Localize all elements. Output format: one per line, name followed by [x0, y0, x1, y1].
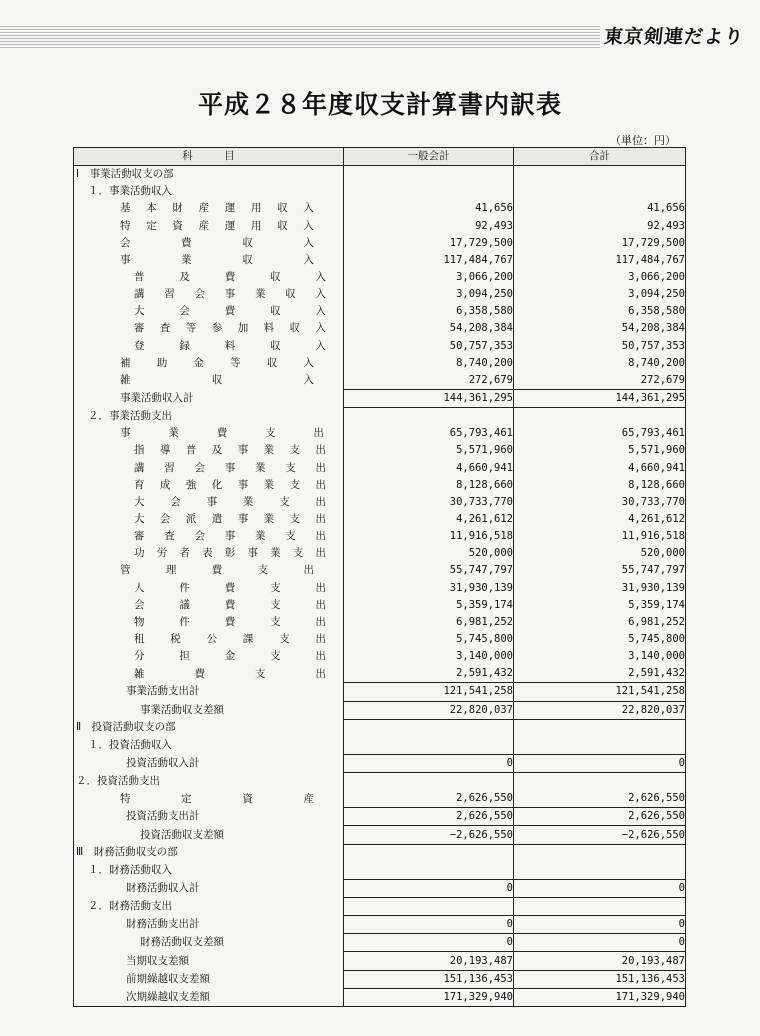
table-row — [74, 269, 686, 286]
general-account-value: 151,136,453 — [344, 970, 514, 988]
table-row — [74, 773, 686, 791]
table-row — [74, 511, 686, 528]
row-label: 事 業 収 入 — [74, 252, 344, 269]
table-row — [74, 988, 686, 1006]
general-account-value: 41,656 — [344, 200, 514, 217]
general-account-value — [344, 737, 514, 755]
general-account-value: 8,740,200 — [344, 355, 514, 372]
general-account-value: 20,193,487 — [344, 952, 514, 970]
table-row — [74, 898, 686, 916]
table-row — [74, 683, 686, 701]
row-label: ２．投資活動支出 — [74, 773, 344, 791]
total-value — [514, 719, 686, 737]
table-row — [74, 355, 686, 372]
total-value: 5,745,800 — [514, 631, 686, 648]
table-row — [74, 442, 686, 459]
total-value: 4,660,941 — [514, 460, 686, 477]
row-label: 管 理 費 支 出 — [74, 562, 344, 579]
total-value — [514, 773, 686, 791]
table-row — [74, 477, 686, 494]
column-header-total: 合計 — [514, 148, 686, 166]
table-row — [74, 631, 686, 648]
row-label: 審 査 等 参 加 料 収 入 — [74, 320, 344, 337]
total-value: 5,571,960 — [514, 442, 686, 459]
general-account-value — [344, 773, 514, 791]
table-row — [74, 844, 686, 862]
table-row — [74, 303, 686, 320]
table-row — [74, 218, 686, 235]
total-value: 22,820,037 — [514, 701, 686, 719]
general-account-value: 4,261,612 — [344, 511, 514, 528]
table-row — [74, 252, 686, 269]
total-value: 92,493 — [514, 218, 686, 235]
table-row — [74, 826, 686, 844]
row-label: 事業活動支出計 — [74, 683, 344, 701]
total-value: 65,793,461 — [514, 425, 686, 442]
row-label: 人 件 費 支 出 — [74, 580, 344, 597]
total-value: 17,729,500 — [514, 235, 686, 252]
table-row — [74, 528, 686, 545]
row-label: 指 導 普 及 事 業 支 出 — [74, 442, 344, 459]
header-stripe-band — [0, 26, 600, 50]
row-label: Ⅰ 事業活動収支の部 — [74, 166, 344, 184]
total-value: 520,000 — [514, 545, 686, 562]
total-value: 11,916,518 — [514, 528, 686, 545]
row-label: 特 定 資 産 運 用 収 入 — [74, 218, 344, 235]
table-row — [74, 183, 686, 200]
total-value: 2,626,550 — [514, 808, 686, 826]
general-account-value — [344, 183, 514, 200]
row-label: ２．事業活動支出 — [74, 408, 344, 426]
table-row — [74, 408, 686, 426]
table-row — [74, 648, 686, 665]
total-value: 5,359,174 — [514, 597, 686, 614]
general-account-value: 0 — [344, 879, 514, 897]
general-account-value: 11,916,518 — [344, 528, 514, 545]
table-header-row — [74, 148, 686, 166]
general-account-value: 2,626,550 — [344, 790, 514, 808]
total-value: 272,679 — [514, 372, 686, 390]
column-header-general: 一般会計 — [344, 148, 514, 166]
general-account-value: 3,066,200 — [344, 269, 514, 286]
table-row — [74, 916, 686, 934]
table-row — [74, 562, 686, 579]
table-row — [74, 425, 686, 442]
general-account-value: 0 — [344, 934, 514, 952]
total-value: 31,930,139 — [514, 580, 686, 597]
row-label: 大 会 費 収 入 — [74, 303, 344, 320]
total-value: 117,484,767 — [514, 252, 686, 269]
general-account-value — [344, 719, 514, 737]
total-value: 30,733,770 — [514, 494, 686, 511]
general-account-value: 272,679 — [344, 372, 514, 390]
table-row — [74, 879, 686, 897]
total-value: 144,361,295 — [514, 389, 686, 407]
total-value — [514, 737, 686, 755]
table-row — [74, 790, 686, 808]
general-account-value: 55,747,797 — [344, 562, 514, 579]
page-title: 平成２８年度収支計算書内訳表 — [197, 90, 562, 119]
general-account-value: 5,571,960 — [344, 442, 514, 459]
general-account-value: 2,626,550 — [344, 808, 514, 826]
table-row — [74, 166, 686, 184]
row-label: 審 査 会 事 業 支 出 — [74, 528, 344, 545]
row-label: 特 定 資 産 — [74, 790, 344, 808]
table-row — [74, 934, 686, 952]
total-value — [514, 408, 686, 426]
general-account-value — [344, 166, 514, 184]
table-row — [74, 952, 686, 970]
general-account-value: 17,729,500 — [344, 235, 514, 252]
row-label: 大 会 派 遣 事 業 支 出 — [74, 511, 344, 528]
total-value: 121,541,258 — [514, 683, 686, 701]
total-value: 41,656 — [514, 200, 686, 217]
total-value: 0 — [514, 754, 686, 772]
table-row — [74, 580, 686, 597]
total-value: 3,066,200 — [514, 269, 686, 286]
row-label: 講 習 会 事 業 支 出 — [74, 460, 344, 477]
table-row — [74, 597, 686, 614]
row-label: 租 税 公 課 支 出 — [74, 631, 344, 648]
row-label: 投資活動支出計 — [74, 808, 344, 826]
table-row — [74, 719, 686, 737]
total-value: 2,626,550 — [514, 790, 686, 808]
row-label: 普 及 費 収 入 — [74, 269, 344, 286]
statement-table — [73, 147, 686, 1007]
total-value: 6,981,252 — [514, 614, 686, 631]
total-value — [514, 183, 686, 200]
total-value: 3,094,250 — [514, 286, 686, 303]
table-row — [74, 545, 686, 562]
total-value: 6,358,580 — [514, 303, 686, 320]
table-row — [74, 808, 686, 826]
row-label: 財務活動支出計 — [74, 916, 344, 934]
table-row — [74, 460, 686, 477]
row-label: 登 録 料 収 入 — [74, 338, 344, 355]
general-account-value: 92,493 — [344, 218, 514, 235]
total-value: 8,740,200 — [514, 355, 686, 372]
row-label: 会 議 費 支 出 — [74, 597, 344, 614]
total-value: 0 — [514, 879, 686, 897]
row-label: 基 本 財 産 運 用 収 入 — [74, 200, 344, 217]
row-label: 投資活動収支差額 — [74, 826, 344, 844]
table-row — [74, 338, 686, 355]
row-label: 補 助 金 等 収 入 — [74, 355, 344, 372]
general-account-value: 6,358,580 — [344, 303, 514, 320]
row-label: 講 習 会 事 業 収 入 — [74, 286, 344, 303]
general-account-value: 5,359,174 — [344, 597, 514, 614]
general-account-value: 31,930,139 — [344, 580, 514, 597]
newsletter-brand: 東京剣連だより — [602, 26, 746, 48]
row-label: 育 成 強 化 事 業 支 出 — [74, 477, 344, 494]
general-account-value — [344, 862, 514, 880]
row-label: １．事業活動収入 — [74, 183, 344, 200]
row-label: 前期繰越収支差額 — [74, 970, 344, 988]
row-label: 会 費 収 入 — [74, 235, 344, 252]
table-row — [74, 614, 686, 631]
row-label: １．財務活動収入 — [74, 862, 344, 880]
table-row — [74, 665, 686, 683]
total-value: 20,193,487 — [514, 952, 686, 970]
total-value: 8,128,660 — [514, 477, 686, 494]
general-account-value: 0 — [344, 754, 514, 772]
row-label: 功 労 者 表 彰 事 業 支 出 — [74, 545, 344, 562]
general-account-value: 117,484,767 — [344, 252, 514, 269]
row-label: 事業活動収支差額 — [74, 701, 344, 719]
row-label: 投資活動収入計 — [74, 754, 344, 772]
general-account-value: 6,981,252 — [344, 614, 514, 631]
row-label: 当期収支差額 — [74, 952, 344, 970]
general-account-value: 171,329,940 — [344, 988, 514, 1006]
total-value: 55,747,797 — [514, 562, 686, 579]
table-row — [74, 701, 686, 719]
table-row — [74, 320, 686, 337]
general-account-value: 65,793,461 — [344, 425, 514, 442]
row-label: 事 業 費 支 出 — [74, 425, 344, 442]
table-row — [74, 200, 686, 217]
total-value — [514, 898, 686, 916]
row-label: 物 件 費 支 出 — [74, 614, 344, 631]
general-account-value: 520,000 — [344, 545, 514, 562]
general-account-value: 8,128,660 — [344, 477, 514, 494]
table-row — [74, 389, 686, 407]
total-value: −2,626,550 — [514, 826, 686, 844]
general-account-value: 3,094,250 — [344, 286, 514, 303]
general-account-value: 4,660,941 — [344, 460, 514, 477]
general-account-value: 0 — [344, 916, 514, 934]
general-account-value — [344, 898, 514, 916]
unit-note: （単位：円） — [610, 134, 676, 147]
general-account-value: 50,757,353 — [344, 338, 514, 355]
total-value: 151,136,453 — [514, 970, 686, 988]
row-label: 雑 収 入 — [74, 372, 344, 390]
general-account-value: −2,626,550 — [344, 826, 514, 844]
column-header-subject: 科 目 — [74, 148, 344, 166]
general-account-value — [344, 408, 514, 426]
table-row — [74, 737, 686, 755]
table-row — [74, 372, 686, 390]
general-account-value: 30,733,770 — [344, 494, 514, 511]
row-label: 大 会 事 業 支 出 — [74, 494, 344, 511]
total-value: 0 — [514, 916, 686, 934]
row-label: 事業活動収入計 — [74, 389, 344, 407]
general-account-value: 121,541,258 — [344, 683, 514, 701]
general-account-value: 144,361,295 — [344, 389, 514, 407]
row-label: ２．財務活動支出 — [74, 898, 344, 916]
total-value — [514, 166, 686, 184]
table-row — [74, 494, 686, 511]
total-value: 54,208,384 — [514, 320, 686, 337]
row-label: Ⅲ 財務活動収支の部 — [74, 844, 344, 862]
table-row — [74, 862, 686, 880]
general-account-value: 2,591,432 — [344, 665, 514, 683]
table-row — [74, 286, 686, 303]
general-account-value: 22,820,037 — [344, 701, 514, 719]
table-row — [74, 970, 686, 988]
total-value: 50,757,353 — [514, 338, 686, 355]
total-value: 4,261,612 — [514, 511, 686, 528]
total-value: 2,591,432 — [514, 665, 686, 683]
total-value — [514, 844, 686, 862]
total-value: 0 — [514, 934, 686, 952]
table-row — [74, 235, 686, 252]
row-label: 財務活動収支差額 — [74, 934, 344, 952]
row-label: 雑 費 支 出 — [74, 665, 344, 683]
row-label: 財務活動収入計 — [74, 879, 344, 897]
row-label: 次期繰越収支差額 — [74, 988, 344, 1006]
total-value — [514, 862, 686, 880]
row-label: 分 担 金 支 出 — [74, 648, 344, 665]
table-row — [74, 754, 686, 772]
general-account-value: 3,140,000 — [344, 648, 514, 665]
row-label: Ⅱ 投資活動収支の部 — [74, 719, 344, 737]
table-body — [74, 166, 686, 1007]
general-account-value: 5,745,800 — [344, 631, 514, 648]
total-value: 171,329,940 — [514, 988, 686, 1006]
general-account-value: 54,208,384 — [344, 320, 514, 337]
row-label: １．投資活動収入 — [74, 737, 344, 755]
general-account-value — [344, 844, 514, 862]
total-value: 3,140,000 — [514, 648, 686, 665]
